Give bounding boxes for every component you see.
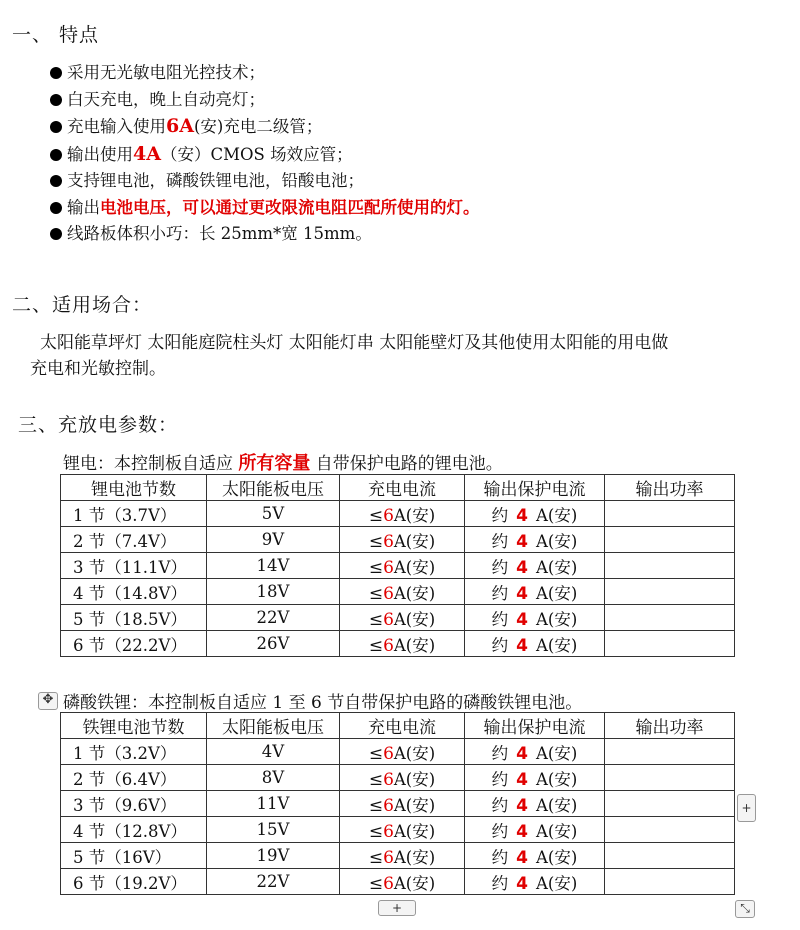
cell-output-current	[465, 631, 605, 657]
cell-panel-voltage: 14V	[207, 553, 340, 579]
feature-item	[50, 168, 480, 195]
cell-count: 3 节（9.6V）	[61, 791, 207, 817]
cell-output-power	[605, 765, 735, 791]
cell-output-current	[465, 605, 605, 631]
charge-value: 6	[383, 635, 394, 656]
feature-list	[50, 60, 480, 248]
charge-unit: A(安)	[393, 505, 436, 525]
feature-text: (安)充电二级管；	[193, 117, 323, 136]
output-value: 4	[516, 635, 529, 656]
output-unit: A(安)	[536, 609, 578, 629]
column-header: 锂电池节数	[61, 475, 207, 501]
cell-charge-current	[340, 605, 465, 631]
lfp-params-table	[60, 712, 735, 895]
charge-unit: A(安)	[393, 583, 436, 603]
cell-output-power	[605, 579, 735, 605]
approx-label: 约	[491, 635, 509, 655]
cell-charge-current	[340, 579, 465, 605]
charge-unit: A(安)	[393, 557, 436, 577]
cell-output-power	[605, 817, 735, 843]
cell-output-current	[465, 501, 605, 527]
approx-label: 约	[491, 821, 509, 841]
charge-unit: A(安)	[393, 609, 436, 629]
cell-output-power	[605, 843, 735, 869]
feature-item	[50, 87, 480, 114]
table-row	[61, 605, 735, 631]
section-1-title: 一、 特点	[12, 24, 100, 46]
cell-panel-voltage: 4V	[207, 739, 340, 765]
cell-output-power	[605, 631, 735, 657]
le-symbol: ≤	[368, 873, 384, 894]
output-value: 4	[516, 873, 529, 894]
table-row	[61, 739, 735, 765]
cell-panel-voltage: 8V	[207, 765, 340, 791]
table-row	[61, 501, 735, 527]
cell-panel-voltage: 9V	[207, 527, 340, 553]
bullet-dot-icon	[50, 175, 62, 187]
table-row	[61, 843, 735, 869]
cell-panel-voltage: 26V	[207, 631, 340, 657]
bullet-dot-icon	[50, 149, 62, 161]
cell-output-current	[465, 765, 605, 791]
table-row	[61, 817, 735, 843]
table-row	[61, 765, 735, 791]
output-value: 4	[516, 583, 529, 604]
approx-label: 约	[491, 505, 509, 525]
cell-output-power	[605, 553, 735, 579]
feature-text: 4A	[133, 142, 161, 165]
cell-panel-voltage: 22V	[207, 869, 340, 895]
feature-item	[50, 221, 480, 248]
cell-charge-current	[340, 765, 465, 791]
charge-unit: A(安)	[393, 743, 436, 763]
charge-value: 6	[383, 609, 394, 630]
charge-value: 6	[383, 583, 394, 604]
le-symbol: ≤	[368, 743, 384, 764]
lithium-caption	[63, 449, 503, 475]
le-symbol: ≤	[368, 847, 384, 868]
feature-text: 输出	[67, 197, 100, 217]
output-unit: A(安)	[536, 873, 578, 893]
feature-text: 电池电压，可以通过更改限流电阻匹配所使用的灯。	[100, 197, 480, 217]
cell-count: 6 节（19.2V）	[61, 869, 207, 895]
cell-count: 6 节（22.2V）	[61, 631, 207, 657]
section-2-title: 二、适用场合：	[12, 294, 153, 316]
approx-label: 约	[491, 769, 509, 789]
charge-value: 6	[383, 557, 394, 578]
output-unit: A(安)	[536, 847, 578, 867]
approx-label: 约	[491, 795, 509, 815]
cell-output-power	[605, 739, 735, 765]
section-3-title: 三、充放电参数：	[18, 414, 179, 436]
charge-unit: A(安)	[393, 531, 436, 551]
bullet-dot-icon	[50, 228, 62, 240]
cell-charge-current	[340, 501, 465, 527]
charge-value: 6	[383, 769, 394, 790]
cell-panel-voltage: 11V	[207, 791, 340, 817]
cell-charge-current	[340, 791, 465, 817]
feature-text: 白天充电，晚上自动亮灯；	[67, 89, 265, 109]
cell-output-power	[605, 501, 735, 527]
table-row	[61, 579, 735, 605]
cell-count: 2 节（6.4V）	[61, 765, 207, 791]
column-header: 输出功率	[605, 475, 735, 501]
le-symbol: ≤	[368, 557, 384, 578]
table-header-row	[61, 713, 735, 739]
bullet-dot-icon	[50, 202, 62, 214]
output-value: 4	[516, 847, 529, 868]
cell-charge-current	[340, 843, 465, 869]
cell-count: 2 节（7.4V）	[61, 527, 207, 553]
feature-item	[50, 60, 480, 87]
table-row	[61, 791, 735, 817]
cell-panel-voltage: 22V	[207, 605, 340, 631]
approx-label: 约	[491, 743, 509, 763]
bullet-dot-icon	[50, 94, 62, 106]
output-value: 4	[516, 743, 529, 764]
feature-text: 充电输入使用	[67, 117, 166, 136]
output-value: 4	[516, 609, 529, 630]
output-value: 4	[516, 821, 529, 842]
cell-output-current	[465, 791, 605, 817]
charge-value: 6	[383, 531, 394, 552]
column-header: 太阳能板电压	[207, 713, 340, 739]
charge-unit: A(安)	[393, 847, 436, 867]
cell-charge-current	[340, 631, 465, 657]
le-symbol: ≤	[368, 531, 384, 552]
feature-text: 输出使用	[67, 144, 133, 164]
lithium-caption-before: 锂电：本控制板自适应	[63, 454, 239, 474]
le-symbol: ≤	[368, 505, 384, 526]
output-unit: A(安)	[536, 821, 578, 841]
cell-output-power	[605, 527, 735, 553]
feature-text: 支持锂电池，磷酸铁锂电池，铅酸电池；	[67, 171, 364, 190]
charge-unit: A(安)	[393, 795, 436, 815]
cell-count: 5 节（16V）	[61, 843, 207, 869]
approx-label: 约	[491, 583, 509, 603]
cell-count: 5 节（18.5V）	[61, 605, 207, 631]
table-header-row	[61, 475, 735, 501]
output-unit: A(安)	[536, 557, 578, 577]
charge-value: 6	[383, 873, 394, 894]
cell-charge-current	[340, 739, 465, 765]
approx-label: 约	[491, 609, 509, 629]
cell-charge-current	[340, 817, 465, 843]
cell-output-current	[465, 579, 605, 605]
cell-charge-current	[340, 869, 465, 895]
output-value: 4	[516, 531, 529, 552]
add-row-button[interactable]: +	[378, 900, 416, 916]
feature-item	[50, 141, 480, 169]
table-row	[61, 553, 735, 579]
feature-text: 采用无光敏电阻光控技术；	[67, 63, 265, 82]
output-unit: A(安)	[536, 769, 578, 789]
column-header: 充电电流	[340, 713, 465, 739]
column-header: 充电电流	[340, 475, 465, 501]
applications-line-2: 充电和光敏控制。	[30, 359, 166, 379]
output-unit: A(安)	[536, 635, 578, 655]
cell-output-current	[465, 527, 605, 553]
output-unit: A(安)	[536, 795, 578, 815]
cell-count: 1 节（3.7V）	[61, 501, 207, 527]
cell-charge-current	[340, 527, 465, 553]
charge-value: 6	[383, 821, 394, 842]
output-value: 4	[516, 557, 529, 578]
cell-output-current	[465, 843, 605, 869]
output-unit: A(安)	[536, 531, 578, 551]
cell-output-power	[605, 605, 735, 631]
feature-item	[50, 113, 480, 141]
applications-line-1: 太阳能草坪灯 太阳能庭院柱头灯 太阳能灯串 太阳能壁灯及其他使用太阳能的用电做	[40, 333, 669, 353]
cell-output-current	[465, 869, 605, 895]
charge-unit: A(安)	[393, 821, 436, 841]
column-header: 输出保护电流	[465, 475, 605, 501]
charge-value: 6	[383, 795, 394, 816]
cell-count: 4 节（12.8V）	[61, 817, 207, 843]
column-header: 铁锂电池节数	[61, 713, 207, 739]
charge-unit: A(安)	[393, 769, 436, 789]
feature-item	[50, 195, 480, 222]
cell-panel-voltage: 15V	[207, 817, 340, 843]
table-resize-handle-icon[interactable]: ⤡	[735, 900, 755, 918]
approx-label: 约	[491, 873, 509, 893]
lithium-caption-highlight: 所有容量	[238, 453, 311, 474]
cell-panel-voltage: 19V	[207, 843, 340, 869]
bullet-dot-icon	[50, 67, 62, 79]
table-row	[61, 631, 735, 657]
charge-unit: A(安)	[393, 635, 436, 655]
cell-output-current	[465, 817, 605, 843]
table-move-handle-icon[interactable]: ✥	[38, 692, 58, 710]
cell-count: 4 节（14.8V）	[61, 579, 207, 605]
table-row	[61, 869, 735, 895]
charge-value: 6	[383, 847, 394, 868]
cell-output-current	[465, 739, 605, 765]
charge-unit: A(安)	[393, 873, 436, 893]
le-symbol: ≤	[368, 635, 384, 656]
output-value: 4	[516, 769, 529, 790]
feature-text: 6A	[166, 115, 194, 137]
add-column-button[interactable]: +	[737, 794, 756, 822]
output-unit: A(安)	[536, 505, 578, 525]
output-value: 4	[516, 795, 529, 816]
le-symbol: ≤	[368, 795, 384, 816]
lfp-caption: 磷酸铁锂：本控制板自适应 1 至 6 节自带保护电路的磷酸铁锂电池。	[63, 693, 583, 713]
le-symbol: ≤	[368, 609, 384, 630]
feature-text: （安）CMOS 场效应管；	[160, 144, 353, 164]
lithium-caption-after: 自带保护电路的锂电池。	[310, 454, 503, 474]
cell-output-current	[465, 553, 605, 579]
approx-label: 约	[491, 557, 509, 577]
cell-output-power	[605, 791, 735, 817]
charge-value: 6	[383, 505, 394, 526]
cell-panel-voltage: 18V	[207, 579, 340, 605]
cell-count: 3 节（11.1V）	[61, 553, 207, 579]
output-value: 4	[516, 505, 529, 526]
column-header: 输出功率	[605, 713, 735, 739]
le-symbol: ≤	[368, 769, 384, 790]
output-unit: A(安)	[536, 583, 578, 603]
approx-label: 约	[491, 847, 509, 867]
feature-text: 线路板体积小巧：长 25mm*宽 15mm。	[67, 224, 372, 243]
cell-charge-current	[340, 553, 465, 579]
lithium-params-table	[60, 474, 735, 657]
output-unit: A(安)	[536, 743, 578, 763]
cell-count: 1 节（3.2V）	[61, 739, 207, 765]
table-row	[61, 527, 735, 553]
cell-panel-voltage: 5V	[207, 501, 340, 527]
column-header: 输出保护电流	[465, 713, 605, 739]
charge-value: 6	[383, 743, 394, 764]
le-symbol: ≤	[368, 583, 384, 604]
bullet-dot-icon	[50, 121, 62, 133]
approx-label: 约	[491, 531, 509, 551]
column-header: 太阳能板电压	[207, 475, 340, 501]
cell-output-power	[605, 869, 735, 895]
le-symbol: ≤	[368, 821, 384, 842]
